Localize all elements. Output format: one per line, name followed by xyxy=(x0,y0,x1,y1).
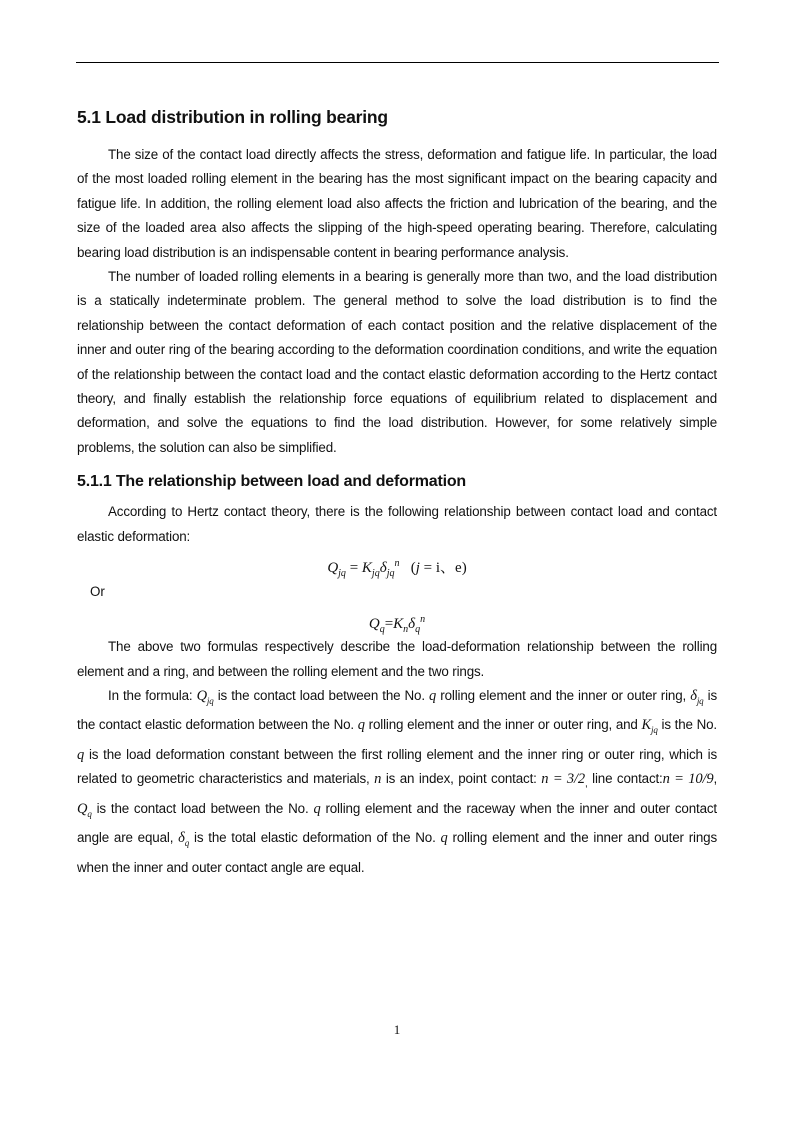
symbol-q: q xyxy=(440,830,448,847)
symbol-q: q xyxy=(357,717,365,734)
point-contact-value: n = 3/2 xyxy=(541,770,585,787)
symbol-delta-q: $\delta_q$ xyxy=(178,830,190,849)
symbol-q: q xyxy=(313,800,321,817)
symbol-K-jq: $K_{jq}$ xyxy=(641,717,658,736)
symbol-Q-jq: $Q_{jq}$ xyxy=(196,687,214,706)
symbol-Q-q: $Q_q$ xyxy=(77,800,92,819)
symbol-explanation: In the formula: $Q_{jq}$ is the contact load between the No. q rolling element and the inner or outer ring, $\delta_{jq}$ is the contact elastic deformation between the No. q rolling element and the inner or outer ring, and $K_{jq}$ is the No. q is the load deformation constant between the first rolling element and the inner ring or outer ring, which is related to geometric characteristics and materials, n is an index, point contact: $n = 3/2_,$ line contact:n = 10/9, $Q_q$ is the contact load between the No. q rolling element and the raceway when the inner and outer contact angle are equal, $\delta_q$ is the total elastic deformation of the No. q rolling element and the inner and outer rings when the inner and outer contact angle are equal. xyxy=(77,687,718,875)
symbol-q: q xyxy=(77,746,85,763)
paragraph-2: The number of loaded rolling elements in a bearing is generally more than two, and the load distribution is a statically indeterminate problem. The general method to solve the load distribution is to find the relationship between the contact deformation of each contact position and the relative displacement of the inner and outer ring of the bearing according to the deformation coordination conditions, and write the equation of the relationship between the contact load and the contact elastic deformation according to the Hertz contact theory, and finally establish the relationship force equations of equilibrium related to displacement and deformation, and solve the equations to find the load distribution. However, for some relatively simple problems, the solution can also be simplified. xyxy=(77,269,717,455)
equation-2: $Q_q=K_n\delta_q^n$ xyxy=(368,614,426,636)
hertz-intro: According to Hertz contact theory, there is the following relationship between contact load and contact elastic deformation: xyxy=(77,504,717,544)
equation-1: $Q_{jq} = K_{jq}\delta_{jq}^n$ (j = i、e) xyxy=(327,558,467,580)
page-number: 1 xyxy=(393,1022,401,1037)
subsection-title: 5.1.1 The relationship between load and deformation xyxy=(77,473,466,491)
symbol-q: q xyxy=(429,687,437,704)
formulas-description: The above two formulas respectively describe the load-deformation relationship between the rolling element and a ring, and between the rolling element and the two rings. xyxy=(77,639,717,679)
paragraph-1: The size of the contact load directly affects the stress, deformation and fatigue life. In particular, the load of the most loaded rolling element in the bearing has the most significant impact on the bearing capacity and fatigue life. In addition, the rolling element load also affects the friction and lubrication of the bearing, and the size of the loaded area also affects the slipping of the high-speed operating bearing. Therefore, calculating bearing load distribution is an indispensable content in bearing performance analysis. xyxy=(77,147,717,260)
symbol-delta-jq: $\delta_{jq}$ xyxy=(690,687,704,706)
section-title: 5.1 Load distribution in rolling bearing xyxy=(77,107,388,127)
line-contact-value: n = 10/9 xyxy=(662,770,714,787)
symbol-n: n xyxy=(374,770,382,787)
or-label: Or xyxy=(90,584,105,600)
header-rule xyxy=(76,62,719,63)
page-content xyxy=(77,100,717,880)
